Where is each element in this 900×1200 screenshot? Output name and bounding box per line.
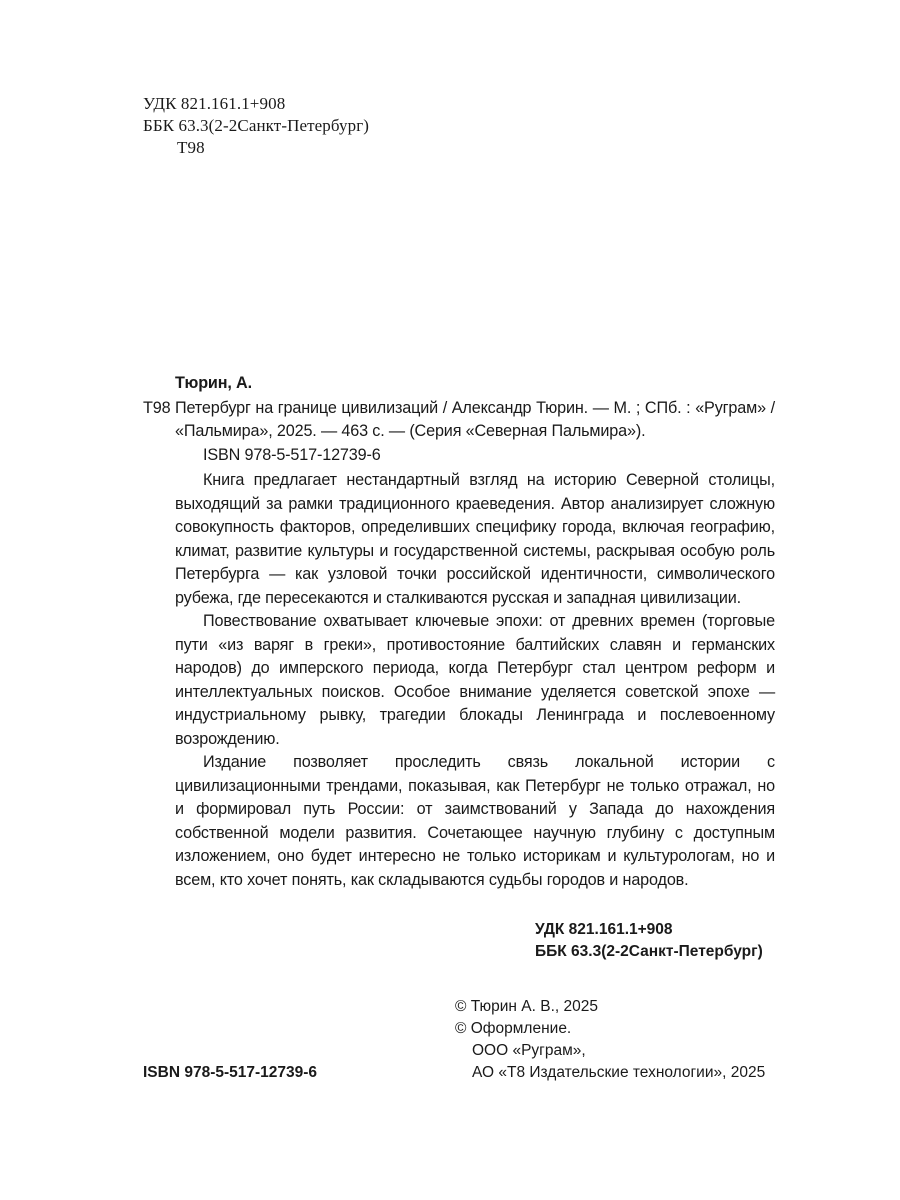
author-mark: Т98 xyxy=(177,138,205,157)
record-isbn: ISBN 978-5-517-12739-6 xyxy=(203,445,381,464)
bibliographic-description xyxy=(143,397,775,444)
isbn-bottom: ISBN 978-5-517-12739-6 xyxy=(143,1064,318,1081)
bbk-code-bottom: ББК 63.3(2-2Санкт-Петербург) xyxy=(535,943,763,960)
bibliographic-text: Петербург на границе цивилизаций / Александр Тюрин. — М. ; СПб. : «Руграм» / «Пальмира», 2025. — 463 с. — (Серия «Северная Пальмира»). xyxy=(175,398,775,440)
catalog-record xyxy=(143,372,775,892)
copyright-block xyxy=(455,996,765,1084)
annotation-paragraph: Повествование охватывает ключевые эпохи: от древних времен (торговые пути «из варяг в греки», противостояние балтийских славян и германских народов) до имперского периода, когда Петербург стал центром реформ и интеллектуальных поисков. Особое внимание уделяется советской эпохе — индустриальному рывку, трагедии блокады Ленинграда и послевоенному возрождению. xyxy=(175,612,775,748)
classification-codes-bottom xyxy=(535,919,763,963)
udk-code: УДК 821.161.1+908 xyxy=(143,94,286,113)
copyright-author: © Тюрин А. В., 2025 xyxy=(455,998,598,1015)
author-heading: Тюрин, А. xyxy=(175,374,252,392)
bbk-code: ББК 63.3(2-2Санкт-Петербург) xyxy=(143,116,370,135)
udk-code-bottom: УДК 821.161.1+908 xyxy=(535,921,673,938)
copyright-publisher-1: ООО «Руграм», xyxy=(472,1042,586,1059)
record-author-mark: Т98 xyxy=(143,398,171,417)
copyright-publisher-2: АО «Т8 Издательские технологии», 2025 xyxy=(472,1064,766,1081)
annotation xyxy=(143,469,775,892)
copyright-design: © Оформление. xyxy=(455,1020,572,1037)
annotation-paragraph: Книга предлагает нестандартный взгляд на историю Северной столицы, выходящий за рамки традиционного краеведения. Автор анализирует сложную совокупность факторов, определивших специфику города, включая географию, климат, развитие культуры и государственной системы, раскрывая особую роль Петербурга — как узловой точки российской идентичности, символического рубежа, где пересекаются и сталкиваются русская и западная цивилизации. xyxy=(175,471,775,607)
annotation-paragraph: Издание позволяет проследить связь локальной истории с цивилизационными трендами, показывая, как Петербург не только отражал, но и формировал путь России: от заимствований у Запада до нахождения собственной модели развития. Сочетающее научную глубину с доступным изложением, оно будет интересно не только историкам и культурологам, но и всем, кто хочет понять, как складываются судьбы городов и народов. xyxy=(175,753,775,889)
classification-codes-top xyxy=(143,93,369,159)
